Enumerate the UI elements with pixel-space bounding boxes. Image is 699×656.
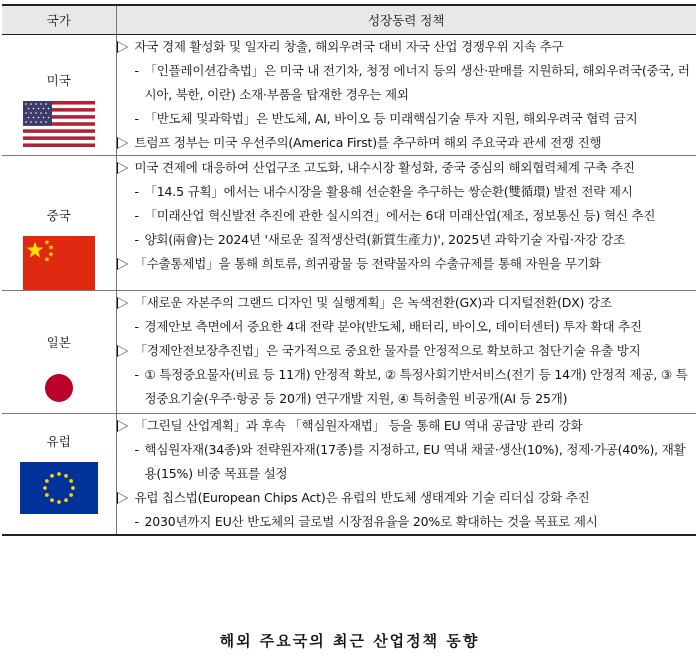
policy-item: 자국 경제 활성화 및 일자리 창출, 해외우려국 대비 자국 산업 경쟁우위 지속 추구 — [117, 35, 697, 59]
header-policy: 성장동력 정책 — [116, 5, 696, 35]
japan-flag-icon — [23, 363, 95, 413]
policy-item: 「수출통제법」을 통해 희토류, 희귀광물 등 전략물자의 수출규제를 통해 자원을 무기화 — [117, 252, 697, 276]
country-cell — [2, 414, 116, 536]
country-name: 일본 — [46, 335, 71, 350]
policy-subitem: - 양회(兩會)는 2024년 '새로운 질적생산력(新質生產力)', 2025년 과학기술 자립·자강 강조 — [134, 232, 625, 247]
us-flag-icon — [23, 101, 95, 147]
country-name: 미국 — [46, 73, 71, 88]
policy-subitem: - 「미래산업 혁신발전 추진에 관한 실시의견」에서는 6대 미래산업(제조, 정보통신 등) 혁신 추진 — [134, 208, 656, 223]
policy-subitem: - 2030년까지 EU산 반도체의 글로벌 시장점유율을 20%로 확대하는 것을 목표로 제시 — [134, 514, 598, 529]
country-name: 중국 — [46, 208, 71, 223]
header-country: 국가 — [2, 5, 116, 35]
policy-item: 「새로운 자본주의 그랜드 디자인 및 실행계획」은 녹색전환(GX)과 디지털전환(DX) 강조 — [117, 291, 697, 315]
policy-item: 미국 견제에 대응하여 산업구조 고도화, 내수시장 활성화, 중국 중심의 해외협력체계 구축 추진 — [117, 156, 697, 180]
policy-subitem: - 「14.5 규획」에서는 내수시장을 활용해 선순환을 추구하는 쌍순환(雙循環) 발전 전략 제시 — [134, 184, 633, 199]
policy-cell — [116, 156, 696, 291]
policy-cell — [116, 414, 696, 536]
china-flag-icon — [23, 236, 95, 290]
policy-item: 유럽 칩스법(European Chips Act)은 유럽의 반도체 생태계와 기술 리더십 강화 추진 — [117, 486, 697, 510]
country-cell — [2, 291, 116, 414]
country-name: 유럽 — [46, 434, 71, 449]
policy-subitem: - 핵심원자재(34종)와 전략원자재(17종)를 지정하고, EU 역내 채굴·생산(10%), 정제·가공(40%), 재활용(15%) 비중 목표를 설정 — [134, 442, 686, 481]
policy-cell — [116, 291, 696, 414]
policy-item: 트럼프 정부는 미국 우선주의(America First)를 추구하며 해외 주요국과 관세 전쟁 진행 — [117, 131, 697, 155]
policy-subitem: - 「인플레이션감축법」은 미국 내 전기차, 청정 에너지 등의 생산·판매를 지원하되, 해외우려국(중국, 러시아, 북한, 이란) 소재·부품을 탑재한 경우는 제외 — [134, 63, 690, 102]
policy-table — [2, 4, 696, 536]
table-header-row — [2, 5, 696, 35]
table-row-europe — [2, 414, 696, 536]
policy-subitem: - 「반도체 및과학법」은 반도체, AI, 바이오 등 미래핵심기술 투자 지원, 해외우려국 협력 금지 — [134, 111, 638, 126]
policy-item: 「경제안전보장추진법」은 국가적으로 중요한 물자를 안정적으로 확보하고 첨단기술 유출 방지 — [117, 339, 697, 363]
policy-subitem: - 경제안보 측면에서 중요한 4대 전략 분야(반도체, 배터리, 바이오, 데이터센터) 투자 확대 추진 — [134, 319, 642, 334]
country-cell — [2, 35, 116, 156]
table-row-china — [2, 156, 696, 291]
policy-item: 「그린딜 산업계획」과 후속 「핵심원자재법」 등을 통해 EU 역내 공급망 관리 강화 — [117, 414, 697, 438]
figure-caption: 해외 주요국의 최근 산업정책 동향 — [219, 632, 480, 650]
table-row-japan — [2, 291, 696, 414]
policy-cell — [116, 35, 696, 156]
country-cell — [2, 156, 116, 291]
eu-flag-icon — [20, 462, 98, 514]
table-row-usa — [2, 35, 696, 156]
policy-subitem: - ① 특정중요물자(비료 등 11개) 안정적 확보, ② 특정사회기반서비스(전기 등 14개) 안정적 제공, ③ 특정중요기술(우주·항공 등 20개) 연구개발 지원, ④ 특허출원 비공개(AI 등 25개) — [134, 367, 688, 406]
